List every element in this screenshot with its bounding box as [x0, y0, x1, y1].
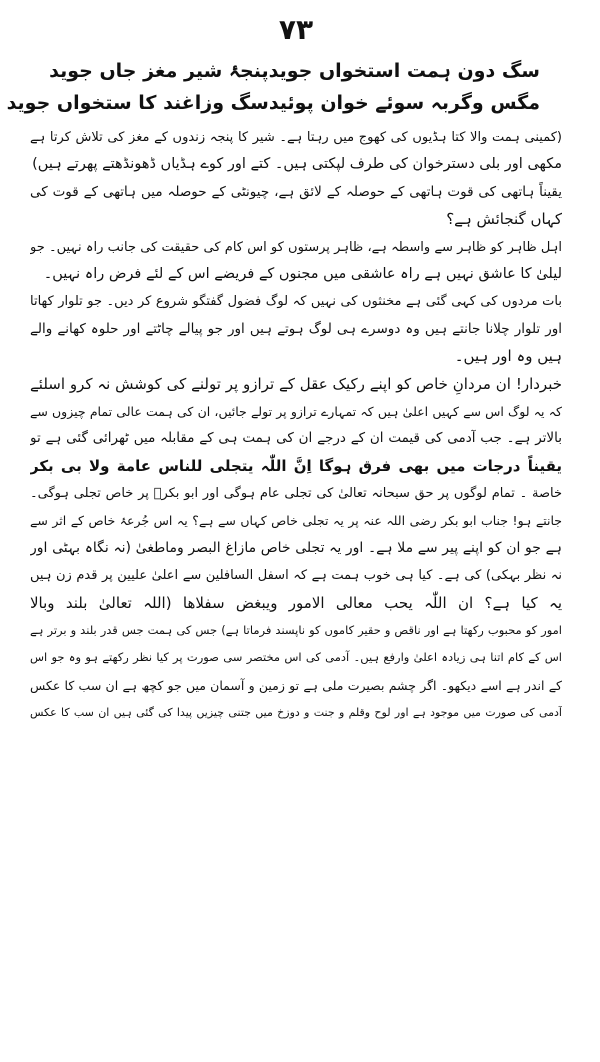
text-line-5: اہل ظاہر کو ظاہر سے واسطہ ہے، ظاہر پرستوں کو اس کام کی حقیقت کی جانب راہ نہیں۔ جو [30, 239, 562, 255]
couplet-2 [6, 88, 562, 120]
body-text [30, 124, 562, 727]
text-line-19: امور کو محبوب رکھتا ہے اور ناقص و حقیر کاموں کو ناپسند فرماتا ہے) جس کی ہمت جس قدر بلند و برتر ہے [30, 623, 562, 638]
text-line-18: یہ کیا ہے؟ ان اللّٰہ یحب معالی الامور ویبغض سفلاھا (اللہ تعالیٰ بلند وبالا [30, 593, 562, 612]
text-line-6: لیلیٰ کا عاشق نہیں ہے راہ عاشقی میں مجنوں کے فریضے اس کے لئے فرض راہ نہیں۔ [43, 265, 562, 282]
text-line-20: اس کے کام اتنا ہی زیادہ اعلیٰ وارفع ہیں۔ آدمی کی اس مختصر سی صورت پر کیا نظر رکھتے ہو وہ جو اس [30, 650, 562, 665]
text-line-14: خاصة ۔ تمام لوگوں پر حق سبحانہ تعالیٰ کی تجلی عام ہوگی اور ابو بکرؓ پر خاص تجلی ہوگی۔ [30, 486, 562, 502]
text-line-13: یقیناً درجات میں بھی فرق ہوگا اِنَّ اللّٰہ یتجلی للناس عامة ولا بی بکر [30, 456, 562, 475]
text-line-4: کہاں گنجائش ہے؟ [446, 210, 562, 229]
text-line-9: ہیں وہ اور ہیں۔ [454, 347, 562, 366]
couplet-1-first-hemistich: سگ دون ہمت استخواں جوید [268, 60, 540, 82]
page-number: ۷۳ [278, 13, 314, 46]
text-line-21: کے اندر ہے اسے دیکھو۔ اگر چشم بصیرت ملی ہے تو زمین و آسمان میں جو کچھ ہے ان سب کا عکس [30, 677, 562, 693]
text-line-17: نہ نظر بہکی) کی ہے۔ کیا ہی خوب ہمت ہے کہ اسفل السافلین سے اعلیٰ علیین پر قدم زن ہیں [30, 568, 562, 584]
text-line-10: خبردار! ان مردانِ خاص کو اپنے رکیک عقل کے ترازو پر تولنے کی کوشش نہ کرو اسلئے [30, 374, 562, 393]
text-line-16: ہے جو ان کو اپنے پیر سے ملا ہے۔ اور یہ تجلی خاص مازاغ البصر وماطغیٰ (نہ نگاہ بہٹی اور [30, 539, 562, 556]
text-line-7: بات مردوں کی کہی گئی ہے مخنثوں کی نہیں کہ لوگ فضول گفتگو شروع کر دیں۔ جو تلوار کھاتا [30, 294, 562, 310]
couplet-1 [30, 56, 562, 88]
couplet-2-first-hemistich: مگس وگربہ سوئے خوان پوئید [268, 92, 540, 114]
text-line-11: کہ یہ لوگ اس سے کہیں اعلیٰ ہیں کہ تمہارے ترازو پر تولے جائیں، ان کی ہمت عالی تمام چیزوں سے [30, 403, 562, 419]
text-line-3: یقیناً ہاتھی کی قوت ہاتھی کے حوصلہ کے لائق ہے، چیونٹی کے حوصلہ میں ہاتھی کے قوت کی [30, 183, 562, 200]
text-line-22: آدمی کی صورت میں موجود ہے اور لوح وقلم و جنت و دوزخ میں جتنی چیزیں پیدا کی گئی ہیں ان سب کا عکس [30, 706, 562, 720]
text-line-2: مکھی اور بلی دسترخوان کی طرف لپکتی ہیں۔ کتے اور کوے ہڈیاں ڈھونڈھتے پھرتے ہیں) [32, 156, 562, 173]
couplet-2-second-hemistich: سگ وزاغند کا ستخواں جوید [6, 92, 269, 114]
text-line-1: (کمینی ہمت والا کتا ہڈیوں کی کھوج میں رہتا ہے۔ شیر کا پنجہ زندوں کے مغز کی تلاش کرتا ہے [30, 130, 562, 145]
text-line-8: اور تلوار چلانا جانتے ہیں وہ دوسرے ہی لوگ ہوتے ہیں اور جو پیالے چاٹتے اور حلوہ کھانے والے [30, 320, 562, 337]
text-line-15: جانتے ہو! جناب ابو بکر رضی اللہ عنہ پر یہ تجلی خاص کہاں سے ہے؟ یہ اس جُرعۂ خاص کے اثر سے [30, 513, 562, 529]
text-line-12: بالاتر ہے۔ جب آدمی کی قیمت ان کے درجے ان کی ہمت ہی کے مقابلہ میں ٹھرائی گئی ہے تو [30, 430, 562, 447]
couplet-1-second-hemistich: پنجۂ شیر مغز جاں جوید [49, 60, 269, 82]
